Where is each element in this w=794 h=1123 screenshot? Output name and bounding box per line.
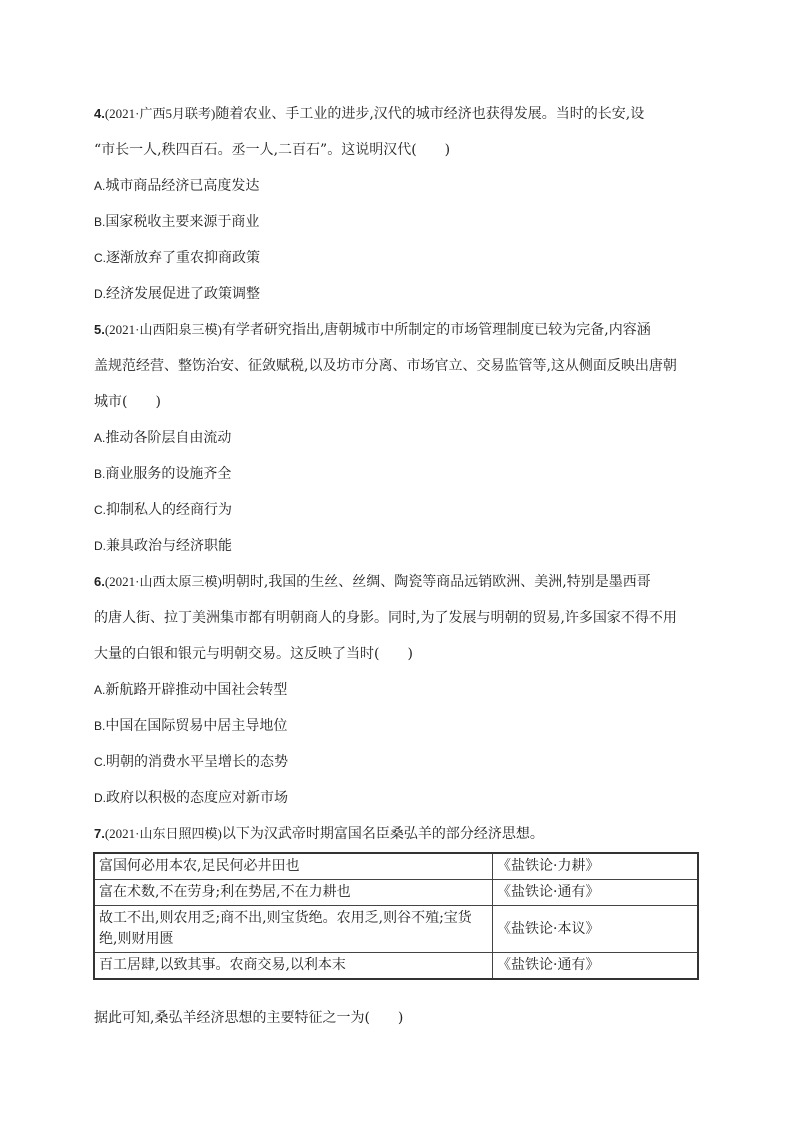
quote-cell: 故工不出,则农用乏;商不出,则宝货绝。农用乏,则谷不殖;宝货绝,则财用匮 bbox=[94, 906, 493, 953]
question-4-option-a[interactable]: A.城市商品经济已高度发达 bbox=[94, 178, 260, 194]
question-6-option-d[interactable]: D.政府以积极的态度应对新市场 bbox=[94, 790, 288, 806]
question-5-option-c[interactable]: C.抑制私人的经商行为 bbox=[94, 502, 232, 518]
question-6-stem-line-3: 大量的白银和银元与明朝交易。这反映了当时( ) bbox=[94, 646, 413, 662]
table-row bbox=[94, 853, 698, 880]
question-6-option-b[interactable]: B.中国在国际贸易中居主导地位 bbox=[94, 718, 288, 734]
question-source: (2021·广西5月联考) bbox=[104, 106, 216, 121]
question-number: 7. bbox=[94, 826, 105, 841]
source-book-cell: 《盐铁论·力耕》 bbox=[493, 853, 699, 880]
question-5-option-d[interactable]: D.兼具政治与经济职能 bbox=[94, 538, 232, 554]
question-source: (2021·山东日照四模) bbox=[104, 826, 222, 841]
question-5-option-b[interactable]: B.商业服务的设施齐全 bbox=[94, 466, 232, 482]
quote-cell: 富在术数,不在劳身;利在势居,不在力耕也 bbox=[94, 880, 493, 906]
question-4-stem-line-2: “市长一人,秩四百石。丞一人,二百石”。这说明汉代( ) bbox=[94, 142, 451, 158]
question-4-option-d[interactable]: D.经济发展促进了政策调整 bbox=[94, 286, 260, 302]
question-6-stem-line-1 bbox=[94, 572, 651, 592]
quote-cell: 百工居肆,以致其事。农商交易,以利本末 bbox=[94, 953, 493, 980]
question-4-stem-line-1 bbox=[94, 104, 644, 124]
quote-cell: 富国何必用本农,足民何必井田也 bbox=[94, 853, 493, 880]
question-6-option-c[interactable]: C.明朝的消费水平呈增长的态势 bbox=[94, 754, 288, 770]
question-5-option-a[interactable]: A.推动各阶层自由流动 bbox=[94, 430, 232, 446]
question-number: 4. bbox=[94, 106, 105, 121]
table-row bbox=[94, 953, 698, 980]
question-source: (2021·山西太原三模) bbox=[104, 574, 222, 589]
stem-text: 以下为汉武帝时期富国名臣桑弘羊的部分经济思想。 bbox=[221, 826, 544, 842]
table-row bbox=[94, 906, 698, 953]
question-4-option-b[interactable]: B.国家税收主要来源于商业 bbox=[94, 214, 260, 230]
question-number: 5. bbox=[94, 322, 105, 337]
stem-text: 随着农业、手工业的进步,汉代的城市经济也获得发展。当时的长安,设 bbox=[215, 106, 645, 122]
question-4-option-c[interactable]: C.逐渐放弃了重农抑商政策 bbox=[94, 250, 260, 266]
question-7-after-table: 据此可知,桑弘羊经济思想的主要特征之一为( ) bbox=[94, 1010, 404, 1026]
economic-thought-table bbox=[93, 852, 699, 980]
question-5-stem-line-3: 城市( ) bbox=[94, 394, 161, 410]
source-book-cell: 《盐铁论·通有》 bbox=[493, 880, 699, 906]
question-6-option-a[interactable]: A.新航路开辟推动中国社会转型 bbox=[94, 682, 288, 698]
question-source: (2021·山西阳泉三模) bbox=[104, 322, 222, 337]
question-5-stem-line-2: 盖规范经营、整饬治安、征敛赋税,以及坊市分离、市场官立、交易监管等,这从侧面反映出唐朝 bbox=[94, 358, 677, 374]
stem-text: 明朝时,我国的生丝、丝绸、陶瓷等商品远销欧洲、美洲,特别是墨西哥 bbox=[221, 574, 651, 590]
stem-text: 有学者研究指出,唐朝城市中所制定的市场管理制度已较为完备,内容涵 bbox=[221, 322, 651, 338]
source-book-cell: 《盐铁论·通有》 bbox=[493, 953, 699, 980]
source-book-cell: 《盐铁论·本议》 bbox=[493, 906, 699, 953]
question-7-stem-line-1 bbox=[94, 824, 544, 844]
question-number: 6. bbox=[94, 574, 105, 589]
question-5-stem-line-1 bbox=[94, 320, 651, 340]
table-row bbox=[94, 880, 698, 906]
question-6-stem-line-2: 的唐人街、拉丁美洲集市都有明朝商人的身影。同时,为了发展与明朝的贸易,许多国家不得不用 bbox=[94, 610, 677, 626]
